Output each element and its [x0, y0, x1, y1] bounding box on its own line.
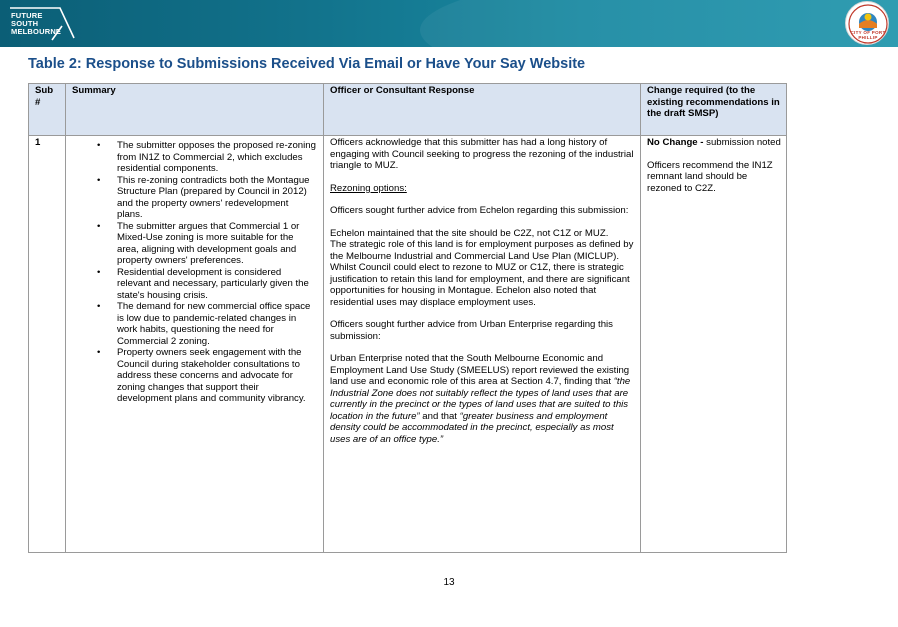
- banner-decoration: [420, 0, 898, 47]
- response-paragraph: [330, 353, 635, 445]
- response-paragraph: Officers sought further advice from Urban Enterprise regarding this submission:: [330, 319, 613, 342]
- page-title: Table 2: Response to Submissions Received Via Email or Have Your Say Website: [28, 56, 586, 72]
- summary-item: • Property owners seek engagement with the Council during stakeholder consultations to address these concerns and advocate for zoning changes that support their development plans and community vibrancy.: [72, 347, 318, 405]
- response-paragraph: The strategic role of this land is for employment purposes as defined by the Melbourne Industrial and Commercial Land Use Plan (MICLUP).: [330, 239, 634, 262]
- response-quote: “the Industrial Zone does not suitably reflect the types of land uses that are currently in the precinct or the types of land uses that are suited to this location in the future”: [330, 376, 631, 422]
- seal-text: CITY OF PORT PHILLIP: [850, 30, 886, 40]
- summary-list: [72, 140, 318, 405]
- response-paragraph: Officers sought further advice from Echelon regarding this submission:: [330, 205, 629, 216]
- response-text: Urban Enterprise noted that the South Melbourne Economic and Employment Land Use Study (SMEELUS) report reviewed the existing land use and economic role of this area at Section 4.7, finding that: [330, 353, 630, 387]
- header-banner: [0, 0, 898, 47]
- logo-line-1: FUTURE: [11, 11, 43, 20]
- submissions-table: [28, 83, 787, 553]
- change-status-text: submission noted: [706, 137, 781, 148]
- change-status-label: No Change -: [647, 137, 707, 148]
- summary-item: • Residential development is considered relevant and necessary, particularly given the state's housing crisis.: [72, 267, 318, 302]
- summary-item: • The submitter opposes the proposed re-zoning from IN1Z to Commercial 2, which excludes residential components.: [72, 140, 318, 175]
- city-of-port-phillip-seal: [845, 1, 889, 45]
- header-response: Officer or Consultant Response: [324, 84, 641, 136]
- table-row: [29, 136, 787, 553]
- sub-number: 1: [29, 136, 66, 553]
- logo-line-3: MELBOURNE: [11, 27, 62, 36]
- rezoning-options-heading: Rezoning options:: [330, 182, 407, 194]
- response-text: and that: [419, 410, 460, 422]
- header-summary: Summary: [66, 84, 324, 136]
- response-paragraph: Whilst Council could elect to rezone to MUZ or C1Z, there is strategic justification to retain this land for employment, and there are significant opportunities for housing in Montague. Echelon also noted that residential uses may displace employment uses.: [330, 262, 630, 308]
- header-sub: Sub #: [29, 84, 66, 136]
- summary-item: • The submitter argues that Commercial 1 or Mixed-Use zoning is more suitable for the area, aligning with development goals and property owners' preferences.: [72, 221, 318, 267]
- table-header-row: [29, 84, 787, 136]
- summary-item: • This re-zoning contradicts both the Montague Structure Plan (prepared by Council in 2012) and the property owners' redevelopment plans.: [72, 175, 318, 221]
- change-status: [647, 137, 781, 149]
- header-change: Change required (to the existing recommendations in the draft SMSP): [641, 84, 787, 136]
- response-cell: [324, 136, 641, 553]
- summary-cell: [66, 136, 324, 553]
- page-number: 13: [443, 577, 455, 588]
- future-south-melbourne-logo: [8, 4, 78, 44]
- change-recommendation: Officers recommend the IN1Z remnant land should be rezoned to C2Z.: [647, 159, 773, 194]
- response-paragraph: Echelon maintained that the site should be C2Z, not C1Z or MUZ.: [330, 227, 609, 239]
- summary-item: • The demand for new commercial office space is low due to pandemic-related changes in work habits, questioning the need for Commercial 2 zoning.: [72, 301, 318, 347]
- change-cell: [641, 136, 787, 553]
- response-paragraph: Officers acknowledge that this submitter has had a long history of engaging with Council seeking to progress the rezoning of the industrial triangle to MUZ.: [330, 137, 634, 171]
- response-quote: “greater business and employment density could be accommodated in the precinct, especially as most uses are of an office type.”: [330, 410, 614, 445]
- logo-line-2: SOUTH: [11, 19, 39, 28]
